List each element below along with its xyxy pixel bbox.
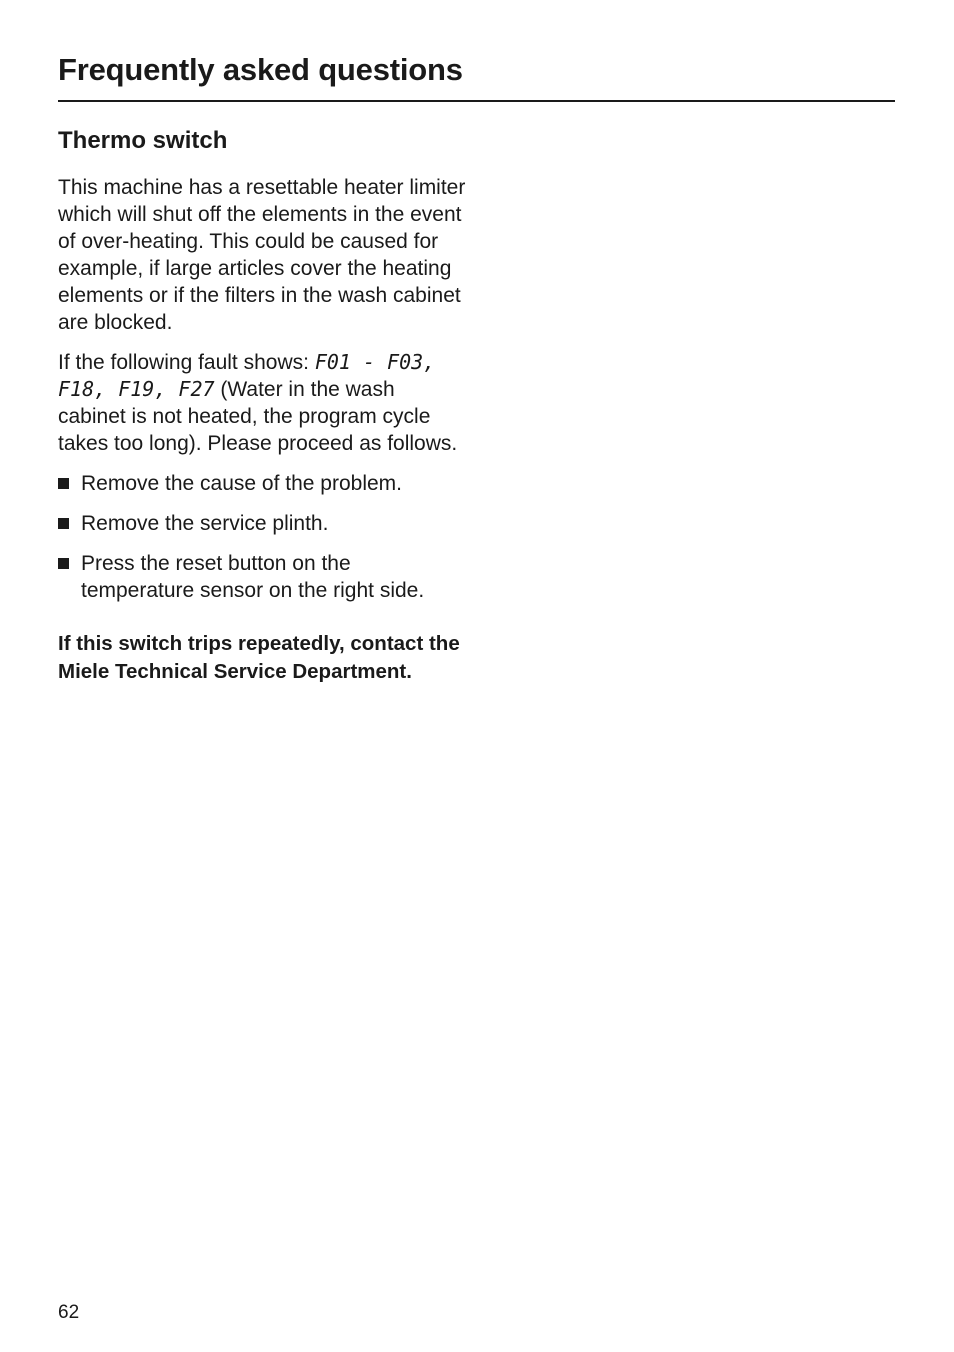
square-bullet-icon: [58, 518, 69, 529]
page-title: Frequently asked questions: [58, 52, 463, 87]
fault-paragraph: [58, 349, 468, 457]
square-bullet-icon: [58, 558, 69, 569]
step-text: Remove the cause of the problem.: [81, 472, 403, 495]
title-divider: [58, 100, 895, 102]
page-number: 62: [58, 1302, 80, 1323]
list-item: [58, 550, 468, 604]
intro-paragraph: This machine has a resettable heater limiter which will shut off the elements in the event of over-heating. This could be caused for example, if large articles cover the heating elements or if the filters in the wash cabinet are blocked.: [58, 176, 466, 334]
warning-note: If this switch trips repeatedly, contact the Miele Technical Service Department.: [58, 632, 460, 683]
fault-codes-display: F01 - F03, F18, F19, F27: [58, 350, 436, 401]
instruction-list: [58, 470, 468, 604]
list-item: [58, 470, 468, 497]
step-text: Remove the service plinth.: [81, 512, 329, 535]
fault-prefix-text: If the following fault shows:: [58, 351, 315, 374]
thermo-switch-section: [58, 124, 468, 686]
square-bullet-icon: [58, 478, 69, 489]
fault-suffix-text: (Water in the wash cabinet is not heated, the program cycle takes too long). Please proceed as follows.: [58, 378, 458, 455]
step-text: Press the reset button on the temperature sensor on the right side.: [81, 552, 425, 602]
section-heading: Thermo switch: [58, 127, 228, 154]
list-item: [58, 510, 468, 537]
